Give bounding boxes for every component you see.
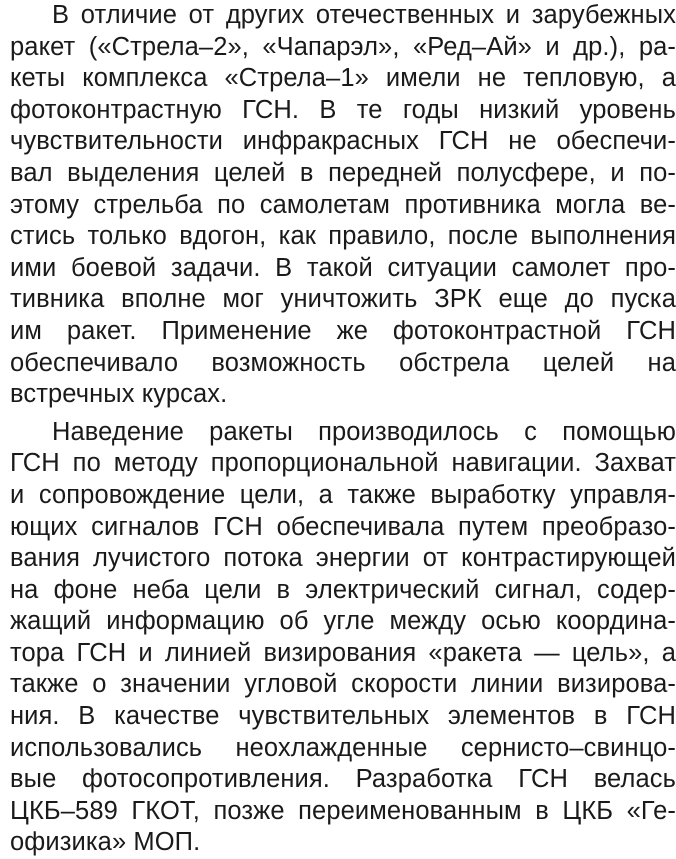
text-line: также о значении угловой скорости линии визирова- [10, 670, 676, 699]
text-line: тивника вполне мог уничтожить ЗРК еще до пуска [10, 285, 676, 314]
text-line: кеты комплекса «Стрела–1» имели не тепловую, а [10, 64, 676, 93]
text-line: ракет («Стрела–2», «Чапарэл», «Ред–Ай» и др.), ра- [10, 32, 676, 61]
text-line: встречных курсах. [10, 380, 228, 409]
text-line: на фоне неба цели в электрический сигнал, содер- [10, 575, 676, 604]
paragraph-1 [10, 0, 676, 411]
text-line: ими боевой задачи. В такой ситуации самолет про- [10, 253, 676, 282]
text-line: использовались неохлажденные сернисто–свинцо- [10, 733, 676, 762]
text-line: и сопровождение цели, а также выработку управля- [10, 480, 676, 509]
text-line: этому стрельба по самолетам противника могла ве- [10, 190, 676, 219]
text-line: вания лучистого потока энергии от контрастирующей [10, 544, 676, 573]
text-line: офизика» МОП. [10, 828, 201, 857]
text-line: обеспечивало возможность обстрела целей на [10, 348, 676, 377]
text-line: вые фотосопротивления. Разработка ГСН велась [10, 765, 676, 794]
text-line: ющих сигналов ГСН обеспечивала путем преобразо- [10, 512, 676, 541]
text-line: Наведение ракеты производилось с помощью [52, 417, 676, 446]
text-line: фотоконтрастную ГСН. В те годы низкий уровень [10, 95, 676, 124]
text-line: ния. В качестве чувствительных элементов в ГСН [10, 702, 676, 731]
text-line: жащий информацию об угле между осью координа- [10, 607, 676, 636]
text-line: стись только вдогон, как правило, после выполнения [10, 222, 676, 251]
text-line: им ракет. Применение же фотоконтрастной ГСН [10, 316, 676, 345]
text-line: тора ГСН и линией визирования «ракета — цель», а [10, 638, 676, 667]
text-line: ЦКБ–589 ГКОТ, позже переименованным в ЦКБ «Ге- [10, 796, 676, 825]
text-line: чувствительности инфракрасных ГСН не обеспечи- [10, 127, 676, 156]
paragraph-2 [10, 417, 676, 859]
text-line: вал выделения целей в передней полусфере, и по- [10, 158, 676, 187]
text-line: В отличие от других отечественных и зарубежных [52, 1, 676, 29]
text-line: ГСН по методу пропорциональной навигации. Захват [10, 449, 676, 478]
